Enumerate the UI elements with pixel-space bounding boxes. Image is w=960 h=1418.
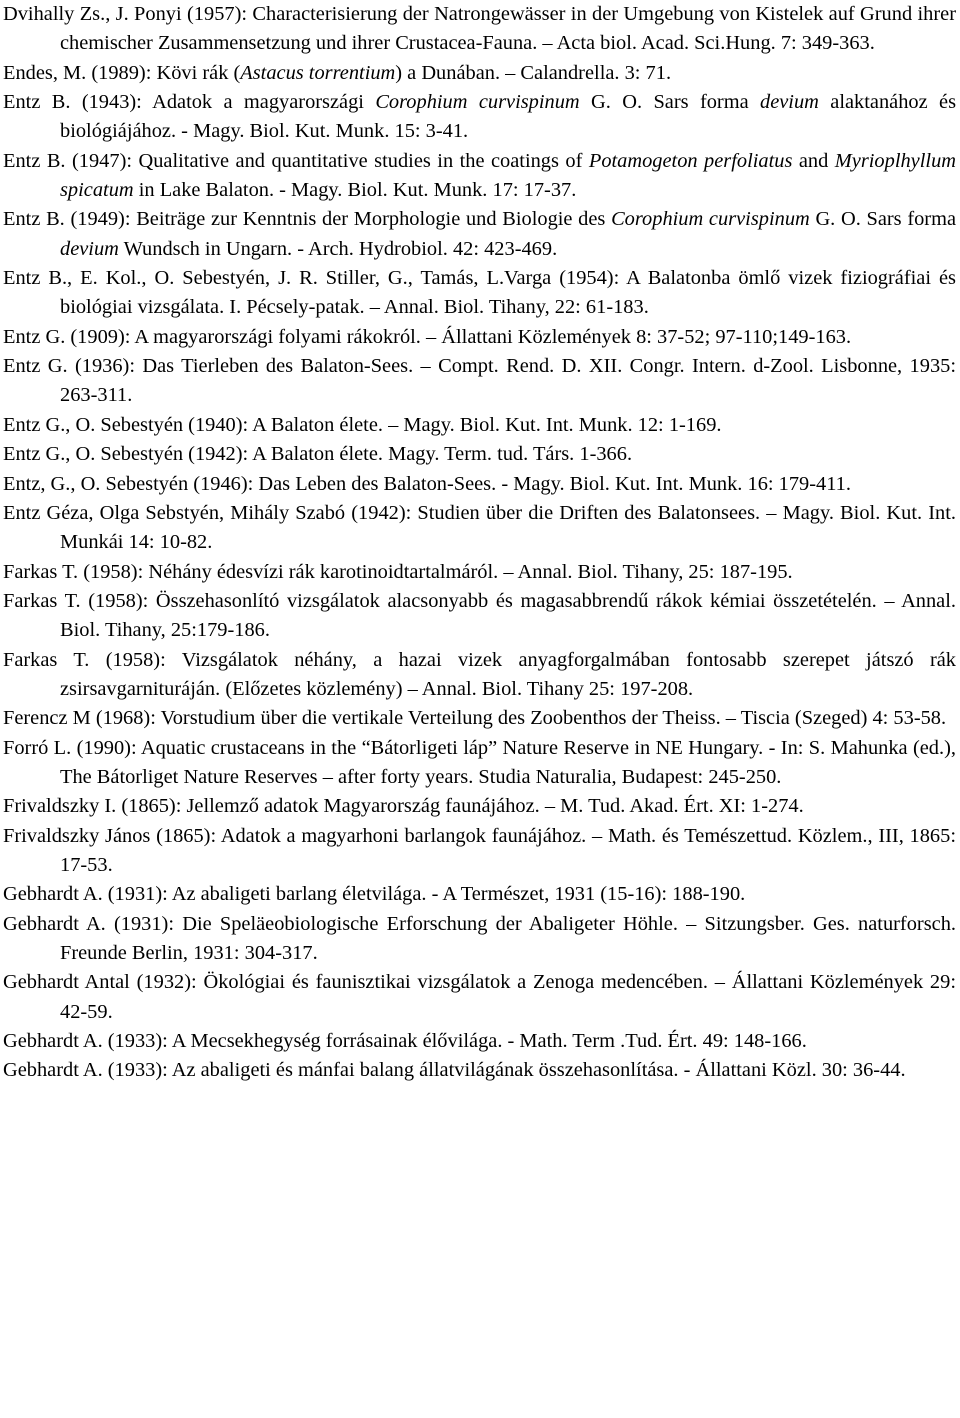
reference-entry: Entz B. (1949): Beiträge zur Kenntnis der Morphologie und Biologie des Corophium curvispinum G. O. Sars forma devium Wundsch in Ungarn. - Arch. Hydrobiol. 42: 423-469. xyxy=(3,208,957,260)
reference-entry: Gebhardt A. (1933): Az abaligeti és mánfai balang állatvilágának összehasonlítása. - Állattani Közl. 30: 36-44. xyxy=(3,1059,906,1082)
reference-entry: Frivaldszky János (1865): Adatok a magyarhoni barlangok faunájához. – Math. és Temészettud. Közlem., III, 1865: 17-53. xyxy=(3,824,956,876)
reference-entry: Entz B., E. Kol., O. Sebestyén, J. R. Stiller, G., Tamás, L.Varga (1954): A Balatonba ömlő vizek fiziográfiai és biológiai vizsgálata. I. Pécsely-patak. – Annal. Biol. Tihany, 22: 61-183. xyxy=(3,267,956,319)
italic-taxon-name: devium xyxy=(60,237,119,260)
reference-entry: Gebhardt A. (1933): A Mecsekhegység forrásainak élővilága. - Math. Term .Tud. Ért. 49: 148-166. xyxy=(3,1030,807,1053)
italic-taxon-name: Astacus torrentium xyxy=(240,61,396,84)
reference-entry: Farkas T. (1958): Néhány édesvízi rák karotinoidtartalmáról. – Annal. Biol. Tihany, 25: 187-195. xyxy=(3,560,793,583)
reference-entry: Entz Géza, Olga Sebstyén, Mihály Szabó (1942): Studien über die Driften des Balatonsees. – Magy. Biol. Kut. Int. Munkái 14: 10-82. xyxy=(3,501,956,554)
reference-entry: Dvihally Zs., J. Ponyi (1957): Characterisierung der Natrongewässer in der Umgebung von Kistelek auf Grund ihrer chemischer Zusammensetzung und ihrer Crustacea-Fauna. – Acta biol. Acad. Sci.Hung. 7: 349-363. xyxy=(3,3,956,55)
reference-list xyxy=(3,0,956,1086)
reference-entry: Gebhardt A. (1931): Die Speläeobiologische Erforschung der Abaligeter Höhle. – Sitzungsber. Ges. naturforsch. Freunde Berlin, 1931: 304-317. xyxy=(3,912,956,964)
reference-entry: Entz G. (1909): A magyarországi folyami rákokról. – Állattani Közlemények 8: 37-52; 97-110;149-163. xyxy=(3,325,852,348)
reference-entry: Entz G. (1936): Das Tierleben des Balaton-Sees. – Compt. Rend. D. XII. Congr. Intern. d-Zool. Lisbonne, 1935: 263-311. xyxy=(3,355,956,407)
reference-entry: Gebhardt Antal (1932): Ökológiai és faunisztikai vizsgálatok a Zenoga medencében. – Állattani Közlemények 29: 42-59. xyxy=(3,971,956,1023)
reference-entry: Endes, M. (1989): Kövi rák (Astacus torrentium) a Dunában. – Calandrella. 3: 71. xyxy=(3,61,672,84)
reference-entry: Ferencz M (1968): Vorstudium über die vertikale Verteilung des Zoobenthos der Theiss. – Tiscia (Szeged) 4: 53-58. xyxy=(3,707,947,730)
reference-entry: Entz, G., O. Sebestyén (1946): Das Leben des Balaton-Sees. - Magy. Biol. Kut. Int. Munk. 16: 179-411. xyxy=(3,472,851,495)
reference-entry: Entz B. (1943): Adatok a magyarországi Corophium curvispinum G. O. Sars forma devium alaktanához és biológiájához. - Magy. Biol. Kut. Munk. 15: 3-41. xyxy=(3,91,957,143)
reference-entry: Forró L. (1990): Aquatic crustaceans in the “Bátorligeti láp” Nature Reserve in NE Hungary. - In: S. Mahunka (ed.), The Bátorliget Nature Reserves – after forty years. Studia Naturalia, Budapest: 245-250. xyxy=(3,736,956,788)
italic-taxon-name: Myrioplhyllum spicatum xyxy=(60,149,956,202)
italic-taxon-name: Corophium curvispinum xyxy=(375,91,580,114)
reference-entry: Farkas T. (1958): Összehasonlító vizsgálatok alacsonyabb és magasabbrendű rákok kémiai összetételén. – Annal. Biol. Tihany, 25:179-186. xyxy=(3,589,956,642)
reference-entry: Gebhardt A. (1931): Az abaligeti barlang életvilága. - A Természet, 1931 (15-16): 188-190. xyxy=(3,883,746,906)
italic-taxon-name: devium xyxy=(760,91,819,114)
reference-entry: Entz G., O. Sebestyén (1940): A Balaton élete. – Magy. Biol. Kut. Int. Munk. 12: 1-169. xyxy=(3,413,722,436)
italic-taxon-name: Corophium curvispinum xyxy=(611,208,810,231)
reference-entry: Entz B. (1947): Qualitative and quantitative studies in the coatings of Potamogeton perfoliatus and Myrioplhyllum spicatum in Lake Balaton. - Magy. Biol. Kut. Munk. 17: 17-37. xyxy=(3,149,956,202)
italic-taxon-name: Potamogeton perfoliatus xyxy=(588,149,793,172)
reference-entry: Farkas T. (1958): Vizsgálatok néhány, a hazai vizek anyagforgalmában fontosabb szerepet játszó rák zsirsavgarnituráján. (Előzetes közlemény) – Annal. Biol. Tihany 25: 197-208. xyxy=(3,648,956,700)
reference-entry: Frivaldszky I. (1865): Jellemző adatok Magyarország faunájához. – M. Tud. Akad. Ért. XI: 1-274. xyxy=(3,795,804,818)
reference-entry: Entz G., O. Sebestyén (1942): A Balaton élete. Magy. Term. tud. Társ. 1-366. xyxy=(3,443,633,466)
